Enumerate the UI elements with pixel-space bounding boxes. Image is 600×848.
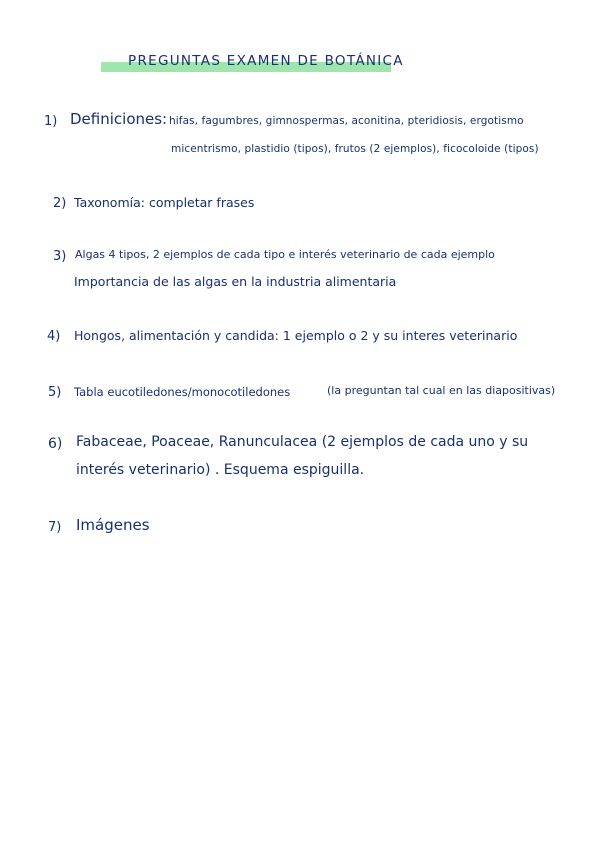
question-2-text: Taxonomía: completar frases [74, 195, 255, 210]
question-2-number: 2) [53, 196, 67, 211]
question-5-note: (la preguntan tal cual en las diapositivas) [327, 384, 556, 397]
question-3-line-2: Importancia de las algas en la industria alimentaria [74, 274, 397, 289]
question-1-line-2: micentrismo, plastidio (tipos), frutos (2 ejemplos), ficocoloide (tipos) [171, 143, 539, 155]
question-1-line-1: hifas, fagumbres, gimnospermas, aconitina, pteridiosis, ergotismo [169, 115, 524, 127]
question-5-number: 5) [48, 385, 62, 400]
question-5-text: Tabla eucotiledones/monocotiledones [74, 385, 291, 399]
question-1-number: 1) [44, 114, 58, 129]
question-4-number: 4) [47, 329, 61, 344]
page-title: PREGUNTAS EXAMEN DE BOTÁNICA [128, 53, 404, 69]
question-6-line-2: interés veterinario) . Esquema espiguilla. [76, 462, 365, 478]
question-7-number: 7) [48, 520, 62, 535]
question-1-heading: Definiciones: [70, 110, 168, 128]
question-4-text: Hongos, alimentación y candida: 1 ejemplo o 2 y su interes veterinario [74, 328, 518, 343]
question-6-number: 6) [48, 436, 63, 452]
question-6-line-1: Fabaceae, Poaceae, Ranunculacea (2 ejemplos de cada uno y su [76, 434, 529, 450]
question-3-line-1: Algas 4 tipos, 2 ejemplos de cada tipo e interés veterinario de cada ejemplo [75, 248, 495, 261]
question-7-text: Imágenes [76, 516, 150, 534]
question-3-number: 3) [53, 249, 67, 264]
